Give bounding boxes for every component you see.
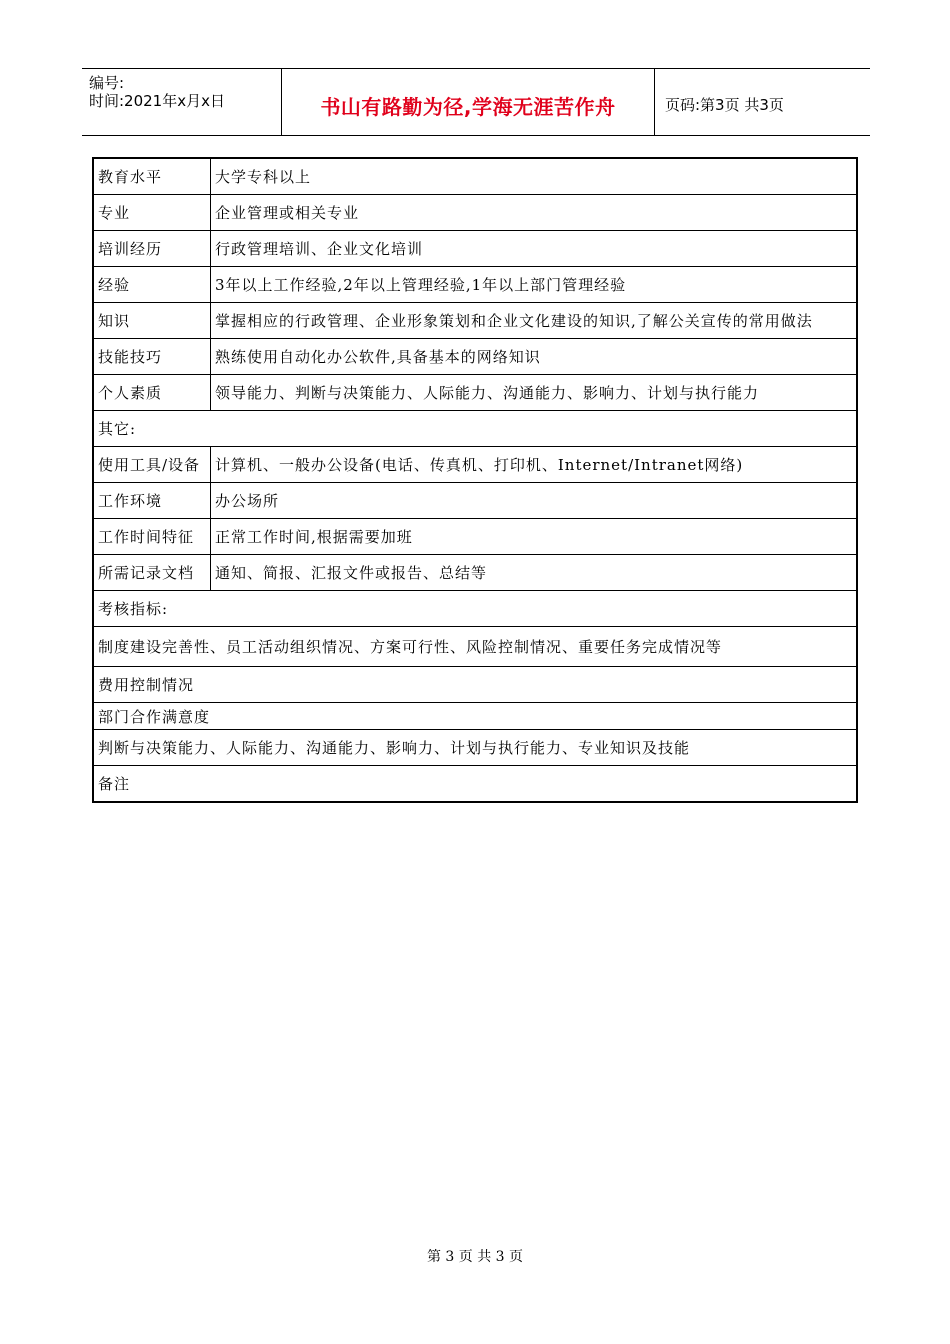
- row-label: 工作环境: [93, 483, 211, 519]
- row-label: 经验: [93, 267, 211, 303]
- job-requirements-table: [92, 157, 858, 803]
- row-value: 大学专科以上: [211, 158, 858, 195]
- kpi-item: 部门合作满意度: [93, 703, 857, 730]
- kpi-item: 费用控制情况: [93, 667, 857, 703]
- row-value: 掌握相应的行政管理、企业形象策划和企业文化建设的知识,了解公关宣传的常用做法: [211, 303, 858, 339]
- remarks-label: 备注: [93, 766, 857, 803]
- section-heading-row: [93, 591, 857, 627]
- document-number-label: 编号:: [89, 74, 125, 92]
- row-value: 通知、简报、汇报文件或报告、总结等: [211, 555, 858, 591]
- row-label: 使用工具/设备: [93, 447, 211, 483]
- header-page-number: 页码:第3页 共3页: [665, 96, 784, 114]
- row-label: 所需记录文档: [93, 555, 211, 591]
- other-section-heading: 其它:: [93, 411, 857, 447]
- remarks-row: [93, 766, 857, 803]
- table-row: [93, 555, 857, 591]
- kpi-item: 判断与决策能力、人际能力、沟通能力、影响力、计划与执行能力、专业知识及技能: [93, 730, 857, 766]
- table-row: [93, 339, 857, 375]
- kpi-section-heading: 考核指标:: [93, 591, 857, 627]
- row-value: 办公场所: [211, 483, 858, 519]
- row-value: 3年以上工作经验,2年以上管理经验,1年以上部门管理经验: [211, 267, 858, 303]
- kpi-row: [93, 703, 857, 730]
- kpi-row: [93, 667, 857, 703]
- table-row: [93, 303, 857, 339]
- table-row: [93, 267, 857, 303]
- row-label: 技能技巧: [93, 339, 211, 375]
- document-time-label: 时间:2021年x月x日: [89, 92, 225, 110]
- row-label: 教育水平: [93, 158, 211, 195]
- row-label: 培训经历: [93, 231, 211, 267]
- table-row: [93, 447, 857, 483]
- table-row: [93, 231, 857, 267]
- table-row: [93, 375, 857, 411]
- row-label: 个人素质: [93, 375, 211, 411]
- table-row: [93, 519, 857, 555]
- table-row: [93, 158, 857, 195]
- table-row: [93, 483, 857, 519]
- row-value: 熟练使用自动化办公软件,具备基本的网络知识: [211, 339, 858, 375]
- row-label: 知识: [93, 303, 211, 339]
- row-value: 正常工作时间,根据需要加班: [211, 519, 858, 555]
- header-motto-cell: [282, 69, 655, 135]
- page-header: [82, 68, 870, 136]
- row-value: 行政管理培训、企业文化培训: [211, 231, 858, 267]
- header-motto: 书山有路勤为径,学海无涯苦作舟: [320, 95, 616, 119]
- row-value: 企业管理或相关专业: [211, 195, 858, 231]
- kpi-row: [93, 730, 857, 766]
- kpi-row: [93, 627, 857, 667]
- table-row: [93, 195, 857, 231]
- header-info-cell: [82, 69, 282, 135]
- page-footer: 第 3 页 共 3 页: [426, 1249, 524, 1265]
- row-value: 领导能力、判断与决策能力、人际能力、沟通能力、影响力、计划与执行能力: [211, 375, 858, 411]
- kpi-item: 制度建设完善性、员工活动组织情况、方案可行性、风险控制情况、重要任务完成情况等: [93, 627, 857, 667]
- header-page-cell: [655, 69, 870, 135]
- section-heading-row: [93, 411, 857, 447]
- row-label: 专业: [93, 195, 211, 231]
- row-label: 工作时间特征: [93, 519, 211, 555]
- row-value: 计算机、一般办公设备(电话、传真机、打印机、Internet/Intranet网络): [211, 447, 858, 483]
